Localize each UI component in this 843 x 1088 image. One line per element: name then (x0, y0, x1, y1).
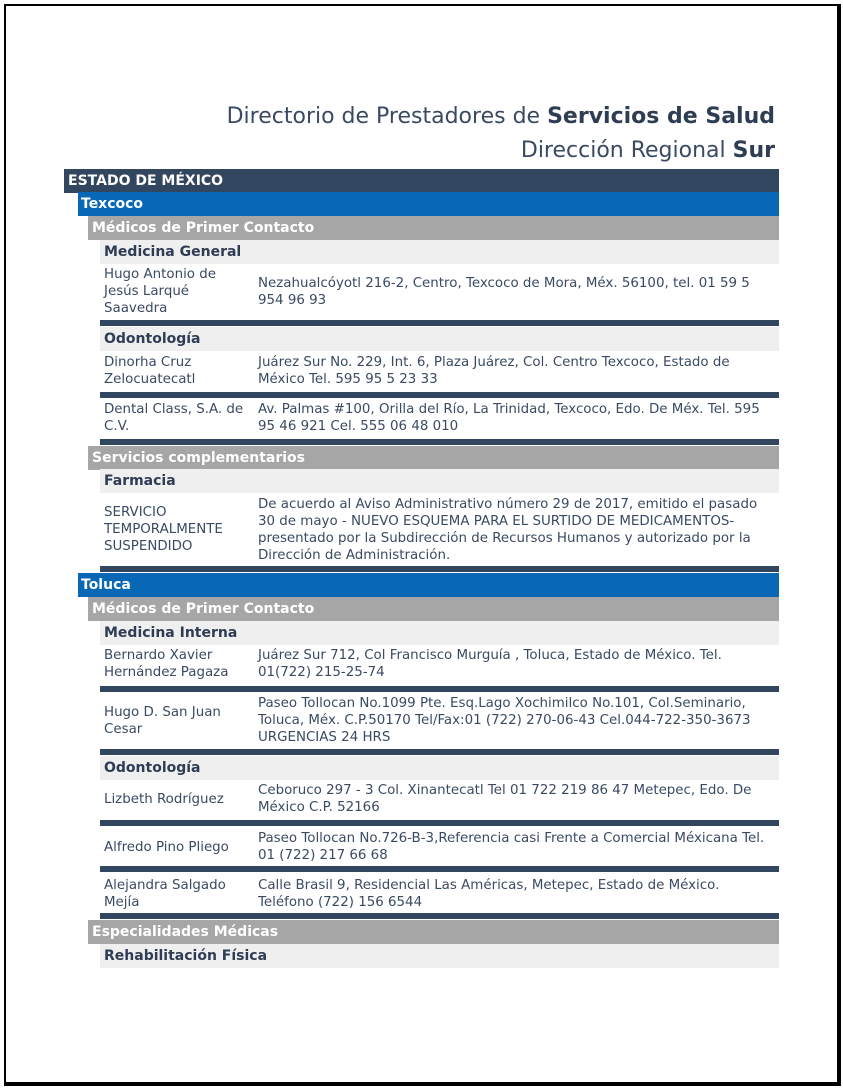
provider-entry (100, 695, 779, 747)
provider-address: Calle Brasil 9, Residencial Las Américas, Metepec, Estado de México. Teléfono (722) 156 6544 (258, 878, 720, 910)
entry-separator (100, 392, 779, 398)
provider-address: Paseo Tollocan No.1099 Pte. Esq.Lago Xochimilco No.101, Col.Seminario, Toluca, Méx. C.P.50170 Tel/Fax:01 (722) 270-06-43 Cel.044-722-350-3673 URGENCIAS 24 HRS (258, 696, 751, 745)
provider-entry (100, 354, 779, 390)
provider-address: Av. Palmas #100, Orilla del Río, La Trinidad, Texcoco, Edo. De Méx. Tel. 595 95 46 921 Cel. 555 06 48 010 (258, 402, 760, 434)
provider-entry (100, 496, 779, 564)
document-title: Directorio de Prestadores de Servicios de Salud (226, 104, 775, 129)
provider-name: Dinorha Cruz Zelocuatecatl (104, 355, 196, 387)
entry-separator (100, 439, 779, 445)
category-header: Médicos de Primer Contacto (88, 597, 779, 621)
provider-address: Nezahualcóyotl 216-2, Centro, Texcoco de Mora, Méx. 56100, tel. 01 59 5 954 96 93 (258, 276, 750, 308)
provider-name: Hugo Antonio de Jesús Larqué Saavedra (104, 267, 216, 316)
specialty-header: Medicina Interna (100, 621, 779, 645)
city-header-toluca: Toluca (78, 573, 779, 597)
provider-name: Bernardo Xavier Hernández Pagaza (104, 648, 229, 680)
provider-address: Juárez Sur 712, Col Francisco Murguía , Toluca, Estado de México. Tel. 01(722) 215-25-74 (258, 648, 722, 680)
provider-name: Alejandra Salgado Mejía (104, 878, 226, 910)
entry-separator (100, 866, 779, 872)
provider-entry (100, 877, 779, 913)
provider-entry (100, 830, 779, 866)
specialty-header: Odontología (100, 327, 779, 351)
specialty-header: Rehabilitación Física (100, 944, 779, 968)
provider-entry (100, 647, 779, 683)
entry-separator (100, 913, 779, 919)
specialty-header: Medicina General (100, 240, 779, 264)
document-subtitle: Dirección Regional Sur (520, 138, 775, 163)
specialty-header: Odontología (100, 756, 779, 780)
entry-separator (100, 566, 779, 572)
state-header: ESTADO DE MÉXICO (64, 169, 779, 193)
entry-separator (100, 686, 779, 692)
provider-address: Paseo Tollocan No.726-B-3,Referencia casi Frente a Comercial Méxicana Tel. 01 (722) 217 66 68 (258, 831, 765, 863)
provider-address: Ceboruco 297 - 3 Col. Xinantecatl Tel 01 722 219 86 47 Metepec, Edo. De México C.P. 52166 (258, 783, 752, 815)
entry-separator (100, 320, 779, 326)
city-header-texcoco: Texcoco (78, 192, 779, 216)
provider-name: SERVICIO TEMPORALMENTE SUSPENDIDO (104, 505, 223, 554)
entry-separator (100, 749, 779, 755)
specialty-header: Farmacia (100, 469, 779, 493)
provider-entry (100, 266, 779, 316)
provider-name: Lizbeth Rodríguez (104, 792, 224, 807)
provider-entry (100, 401, 779, 437)
provider-entry (100, 782, 779, 818)
provider-address: Juárez Sur No. 229, Int. 6, Plaza Juárez, Col. Centro Texcoco, Estado de México Tel. 595 95 5 23 33 (258, 355, 730, 387)
category-header: Servicios complementarios (88, 446, 779, 470)
provider-address: De acuerdo al Aviso Administrativo número 29 de 2017, emitido el pasado 30 de mayo - NUEVO ESQUEMA PARA EL SURTIDO DE MEDICAMENTOS- presentado por la Subdirección de Recursos Humanos y autorizado por la Dirección de Administración. (258, 497, 758, 563)
category-header: Médicos de Primer Contacto (88, 216, 779, 240)
provider-name: Alfredo Pino Pliego (104, 840, 229, 855)
category-header: Especialidades Médicas (88, 920, 779, 944)
provider-name: Dental Class, S.A. de C.V. (104, 402, 244, 434)
provider-name: Hugo D. San Juan Cesar (104, 705, 221, 737)
entry-separator (100, 820, 779, 826)
